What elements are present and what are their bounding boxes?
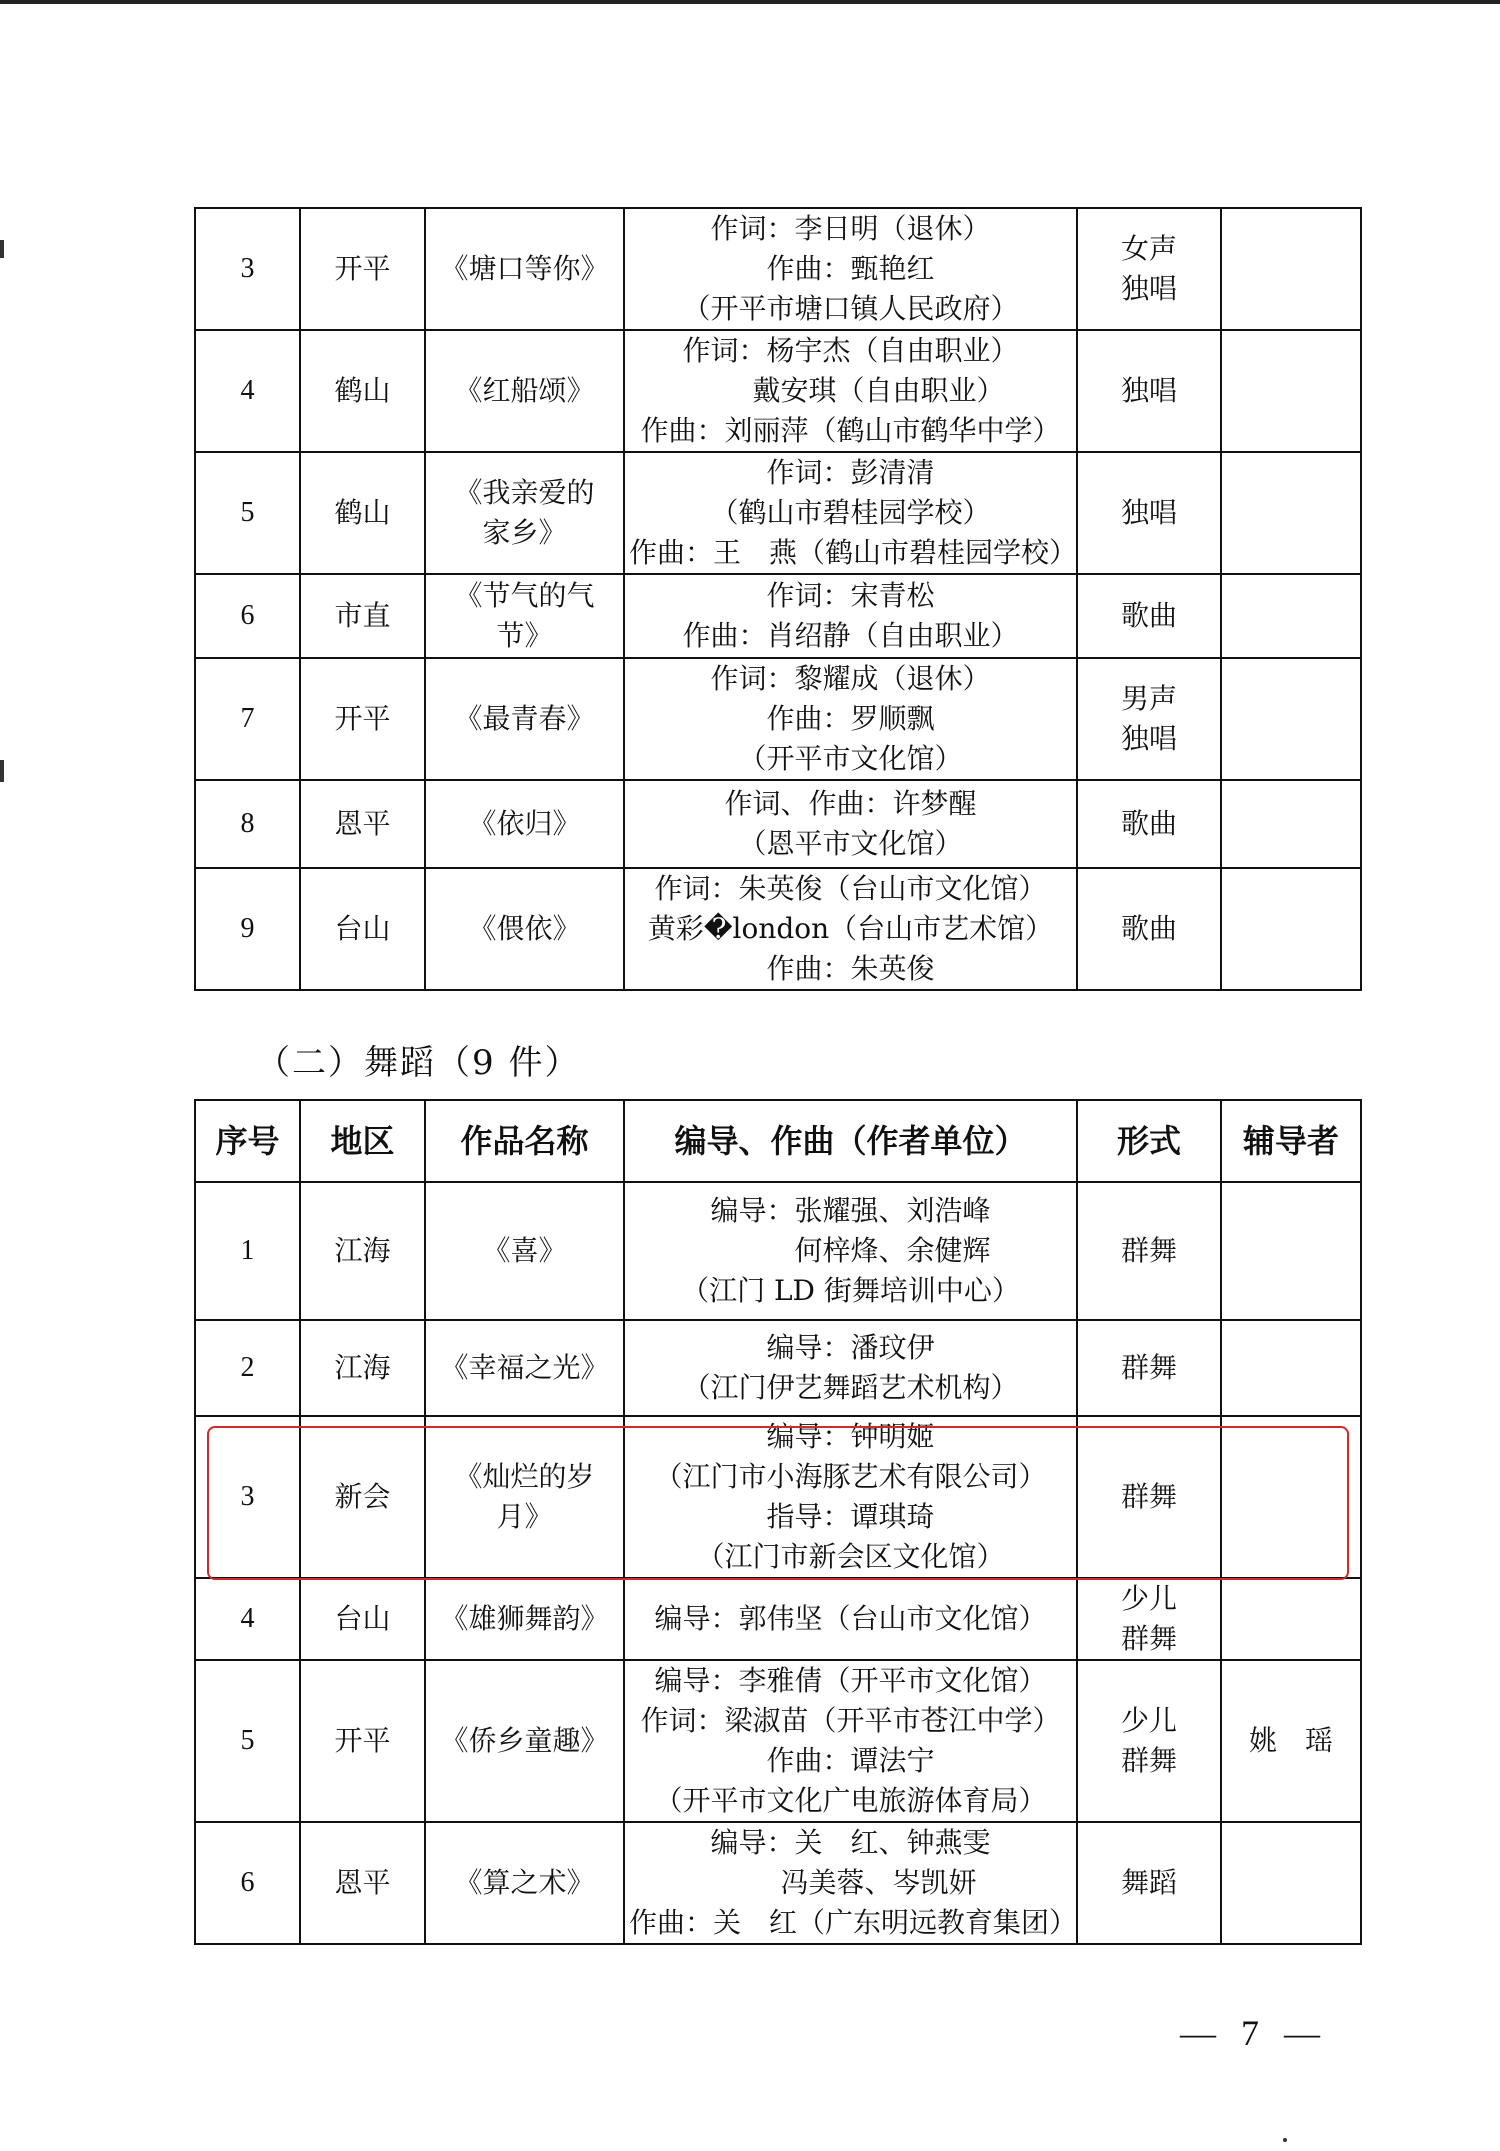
credit-line: 作词：杨宇杰（自由职业） bbox=[682, 334, 1019, 367]
credit-line: 冯美蓉、岑凯妍 bbox=[724, 1866, 977, 1899]
cell-tutor bbox=[1221, 1416, 1361, 1578]
cell-region: 开平 bbox=[300, 658, 425, 780]
cell-region: 鹤山 bbox=[300, 330, 425, 452]
cell-region: 新会 bbox=[300, 1416, 425, 1578]
cell-form bbox=[1077, 452, 1221, 574]
cell-no: 5 bbox=[195, 452, 300, 574]
form-line: 群舞 bbox=[1120, 1351, 1177, 1384]
cell-title bbox=[425, 1822, 624, 1944]
form-line: 独唱 bbox=[1120, 374, 1177, 407]
cell-credits bbox=[624, 574, 1077, 658]
form-line: 男声 bbox=[1120, 682, 1177, 715]
cell-region: 恩平 bbox=[300, 1822, 425, 1944]
cell-form bbox=[1077, 868, 1221, 990]
credit-line: （江门伊艺舞蹈艺术机构） bbox=[682, 1371, 1019, 1404]
cell-title bbox=[425, 658, 624, 780]
cell-credits bbox=[624, 780, 1077, 868]
form-line: 少儿 bbox=[1120, 1704, 1177, 1737]
cell-no: 4 bbox=[195, 1578, 300, 1660]
cell-title bbox=[425, 780, 624, 868]
cell-region: 开平 bbox=[300, 208, 425, 330]
header-title: 作品名称 bbox=[425, 1100, 624, 1182]
form-line: 群舞 bbox=[1120, 1622, 1177, 1655]
header-credits: 编导、作曲（作者单位） bbox=[624, 1100, 1077, 1182]
credit-line: 作曲：朱英俊 bbox=[766, 952, 935, 985]
title-line: 《节气的气 bbox=[454, 579, 595, 612]
credit-line: （江门市小海豚艺术有限公司） bbox=[654, 1460, 1047, 1493]
header-region: 地区 bbox=[300, 1100, 425, 1182]
credit-line: 作曲：王 燕（鹤山市碧桂园学校） bbox=[629, 536, 1078, 569]
cell-form bbox=[1077, 780, 1221, 868]
cell-region: 开平 bbox=[300, 1660, 425, 1822]
title-line: 月》 bbox=[496, 1500, 553, 1533]
table-row bbox=[195, 1578, 1361, 1660]
cell-title bbox=[425, 1416, 624, 1578]
credit-line: 作词：彭清清 bbox=[766, 456, 935, 489]
cell-no: 9 bbox=[195, 868, 300, 990]
credit-line: 何梓烽、余健辉 bbox=[710, 1234, 991, 1267]
cell-tutor bbox=[1221, 330, 1361, 452]
cell-title bbox=[425, 1660, 624, 1822]
table-header-row bbox=[195, 1100, 1361, 1182]
cell-tutor bbox=[1221, 780, 1361, 868]
cell-tutor bbox=[1221, 1578, 1361, 1660]
cell-credits bbox=[624, 1578, 1077, 1660]
credit-line: （江门市新会区文化馆） bbox=[696, 1540, 1005, 1573]
cell-tutor bbox=[1221, 1182, 1361, 1320]
songs-table bbox=[194, 207, 1362, 991]
form-line: 独唱 bbox=[1120, 722, 1177, 755]
cell-form bbox=[1077, 1822, 1221, 1944]
table-row bbox=[195, 780, 1361, 868]
cell-region: 江海 bbox=[300, 1320, 425, 1416]
cell-title bbox=[425, 1182, 624, 1320]
cell-form bbox=[1077, 1320, 1221, 1416]
cell-tutor bbox=[1221, 208, 1361, 330]
form-line: 舞蹈 bbox=[1120, 1866, 1177, 1899]
table-row bbox=[195, 452, 1361, 574]
credit-line: 作曲：肖绍静（自由职业） bbox=[682, 619, 1019, 652]
table-row bbox=[195, 330, 1361, 452]
cell-region: 恩平 bbox=[300, 780, 425, 868]
scan-edge-mark bbox=[0, 240, 4, 258]
cell-no: 6 bbox=[195, 1822, 300, 1944]
cell-title bbox=[425, 1320, 624, 1416]
cell-title bbox=[425, 1578, 624, 1660]
cell-credits bbox=[624, 658, 1077, 780]
cell-form bbox=[1077, 574, 1221, 658]
credit-line: 作曲：罗顺飘 bbox=[766, 702, 935, 735]
credit-line: 作词：李日明（退休） bbox=[710, 212, 991, 245]
title-line: 《侨乡童趣》 bbox=[440, 1724, 609, 1757]
credit-line: （开平市文化广电旅游体育局） bbox=[654, 1784, 1047, 1817]
credit-line: 作词：朱英俊（台山市文化馆） bbox=[654, 872, 1047, 905]
credit-line: 编导：关 红、钟燕雯 bbox=[710, 1826, 991, 1859]
cell-tutor bbox=[1221, 1822, 1361, 1944]
credit-line: （鹤山市碧桂园学校） bbox=[710, 496, 991, 529]
scan-dot bbox=[1283, 2138, 1287, 2142]
title-line: 《我亲爱的 bbox=[454, 476, 595, 509]
title-line: 《塘口等你》 bbox=[440, 252, 609, 285]
credit-line: 作曲：甄艳红 bbox=[766, 252, 935, 285]
cell-no: 8 bbox=[195, 780, 300, 868]
credit-line: 编导：潘玟伊 bbox=[766, 1331, 935, 1364]
cell-form bbox=[1077, 1578, 1221, 1660]
cell-tutor bbox=[1221, 1320, 1361, 1416]
credit-line: 作词、作曲：许梦醒 bbox=[724, 787, 977, 820]
title-line: 《算之术》 bbox=[454, 1866, 595, 1899]
cell-tutor bbox=[1221, 658, 1361, 780]
title-line: 《偎依》 bbox=[468, 912, 581, 945]
songs-table-body bbox=[195, 208, 1361, 990]
title-line: 节》 bbox=[496, 619, 553, 652]
table-row bbox=[195, 574, 1361, 658]
form-line: 独唱 bbox=[1120, 496, 1177, 529]
cell-title bbox=[425, 330, 624, 452]
table-row bbox=[195, 1822, 1361, 1944]
cell-no: 3 bbox=[195, 1416, 300, 1578]
title-line: 《红船颂》 bbox=[454, 374, 595, 407]
cell-region: 台山 bbox=[300, 868, 425, 990]
header-form: 形式 bbox=[1077, 1100, 1221, 1182]
header-tutor: 辅导者 bbox=[1221, 1100, 1361, 1182]
credit-line: 黄彩�london（台山市艺术馆） bbox=[647, 912, 1054, 945]
cell-credits bbox=[624, 330, 1077, 452]
credit-line: （江门 LD 街舞培训中心） bbox=[681, 1274, 1020, 1307]
cell-no: 6 bbox=[195, 574, 300, 658]
form-line: 群舞 bbox=[1120, 1744, 1177, 1777]
cell-credits bbox=[624, 452, 1077, 574]
title-line: 《幸福之光》 bbox=[440, 1351, 609, 1384]
cell-credits bbox=[624, 1660, 1077, 1822]
scan-edge-mark bbox=[0, 760, 4, 782]
credit-line: 作词：宋青松 bbox=[766, 579, 935, 612]
cell-credits bbox=[624, 1822, 1077, 1944]
credit-line: （开平市文化馆） bbox=[738, 742, 963, 775]
cell-title bbox=[425, 452, 624, 574]
cell-region: 市直 bbox=[300, 574, 425, 658]
form-line: 歌曲 bbox=[1120, 599, 1177, 632]
cell-no: 7 bbox=[195, 658, 300, 780]
table-row bbox=[195, 868, 1361, 990]
cell-region: 鹤山 bbox=[300, 452, 425, 574]
form-line: 独唱 bbox=[1120, 272, 1177, 305]
credit-line: 编导：郭伟坚（台山市文化馆） bbox=[654, 1602, 1047, 1635]
cell-credits bbox=[624, 208, 1077, 330]
cell-no: 5 bbox=[195, 1660, 300, 1822]
cell-tutor bbox=[1221, 574, 1361, 658]
credit-line: 编导：张耀强、刘浩峰 bbox=[710, 1194, 991, 1227]
cell-no: 1 bbox=[195, 1182, 300, 1320]
section-title: （二）舞蹈（9 件） bbox=[256, 1043, 581, 1083]
cell-form bbox=[1077, 1660, 1221, 1822]
form-line: 群舞 bbox=[1120, 1480, 1177, 1513]
cell-no: 4 bbox=[195, 330, 300, 452]
cell-form bbox=[1077, 330, 1221, 452]
cell-credits bbox=[624, 1182, 1077, 1320]
cell-tutor: 姚 瑶 bbox=[1221, 1660, 1361, 1822]
form-line: 歌曲 bbox=[1120, 912, 1177, 945]
title-line: 《最青春》 bbox=[454, 702, 595, 735]
credit-line: 作曲：关 红（广东明远教育集团） bbox=[629, 1906, 1078, 1939]
dance-table bbox=[194, 1099, 1362, 1945]
header-no: 序号 bbox=[195, 1100, 300, 1182]
cell-region: 江海 bbox=[300, 1182, 425, 1320]
form-line: 少儿 bbox=[1120, 1582, 1177, 1615]
credit-line: 编导：钟明姬 bbox=[766, 1420, 935, 1453]
cell-credits bbox=[624, 1416, 1077, 1578]
cell-no: 2 bbox=[195, 1320, 300, 1416]
table-row bbox=[195, 1660, 1361, 1822]
credit-line: 戴安琪（自由职业） bbox=[696, 374, 1005, 407]
title-line: 《依归》 bbox=[468, 807, 581, 840]
table-row bbox=[195, 1182, 1361, 1320]
title-line: 家乡》 bbox=[482, 516, 567, 549]
credit-line: 编导：李雅倩（开平市文化馆） bbox=[654, 1664, 1047, 1697]
dance-table-body bbox=[195, 1182, 1361, 1944]
credit-line: （开平市塘口镇人民政府） bbox=[682, 292, 1019, 325]
cell-title bbox=[425, 574, 624, 658]
cell-credits bbox=[624, 1320, 1077, 1416]
table-row bbox=[195, 658, 1361, 780]
credit-line: 作词：梁淑苗（开平市苍江中学） bbox=[640, 1704, 1061, 1737]
cell-form bbox=[1077, 658, 1221, 780]
cell-region: 台山 bbox=[300, 1578, 425, 1660]
title-line: 《雄狮舞韵》 bbox=[440, 1602, 609, 1635]
credit-line: 作曲：谭法宁 bbox=[766, 1744, 935, 1777]
title-line: 《喜》 bbox=[482, 1234, 567, 1267]
form-line: 群舞 bbox=[1120, 1234, 1177, 1267]
credit-line: 作曲：刘丽萍（鹤山市鹤华中学） bbox=[640, 414, 1061, 447]
credit-line: 作词：黎耀成（退休） bbox=[710, 662, 991, 695]
cell-title bbox=[425, 208, 624, 330]
table-row bbox=[195, 1320, 1361, 1416]
credit-line: （恩平市文化馆） bbox=[738, 827, 963, 860]
table-row bbox=[195, 208, 1361, 330]
form-line: 歌曲 bbox=[1120, 807, 1177, 840]
credit-line: 指导：谭琪琦 bbox=[766, 1500, 935, 1533]
form-line: 女声 bbox=[1120, 232, 1177, 265]
cell-form bbox=[1077, 1416, 1221, 1578]
cell-tutor bbox=[1221, 868, 1361, 990]
cell-form bbox=[1077, 208, 1221, 330]
title-line: 《灿烂的岁 bbox=[454, 1460, 595, 1493]
cell-tutor bbox=[1221, 452, 1361, 574]
cell-credits bbox=[624, 868, 1077, 990]
cell-no: 3 bbox=[195, 208, 300, 330]
page-number: — 7 — bbox=[1180, 2013, 1328, 2053]
top-scan-line bbox=[0, 0, 1500, 4]
table-row bbox=[195, 1416, 1361, 1578]
cell-title bbox=[425, 868, 624, 990]
cell-form bbox=[1077, 1182, 1221, 1320]
